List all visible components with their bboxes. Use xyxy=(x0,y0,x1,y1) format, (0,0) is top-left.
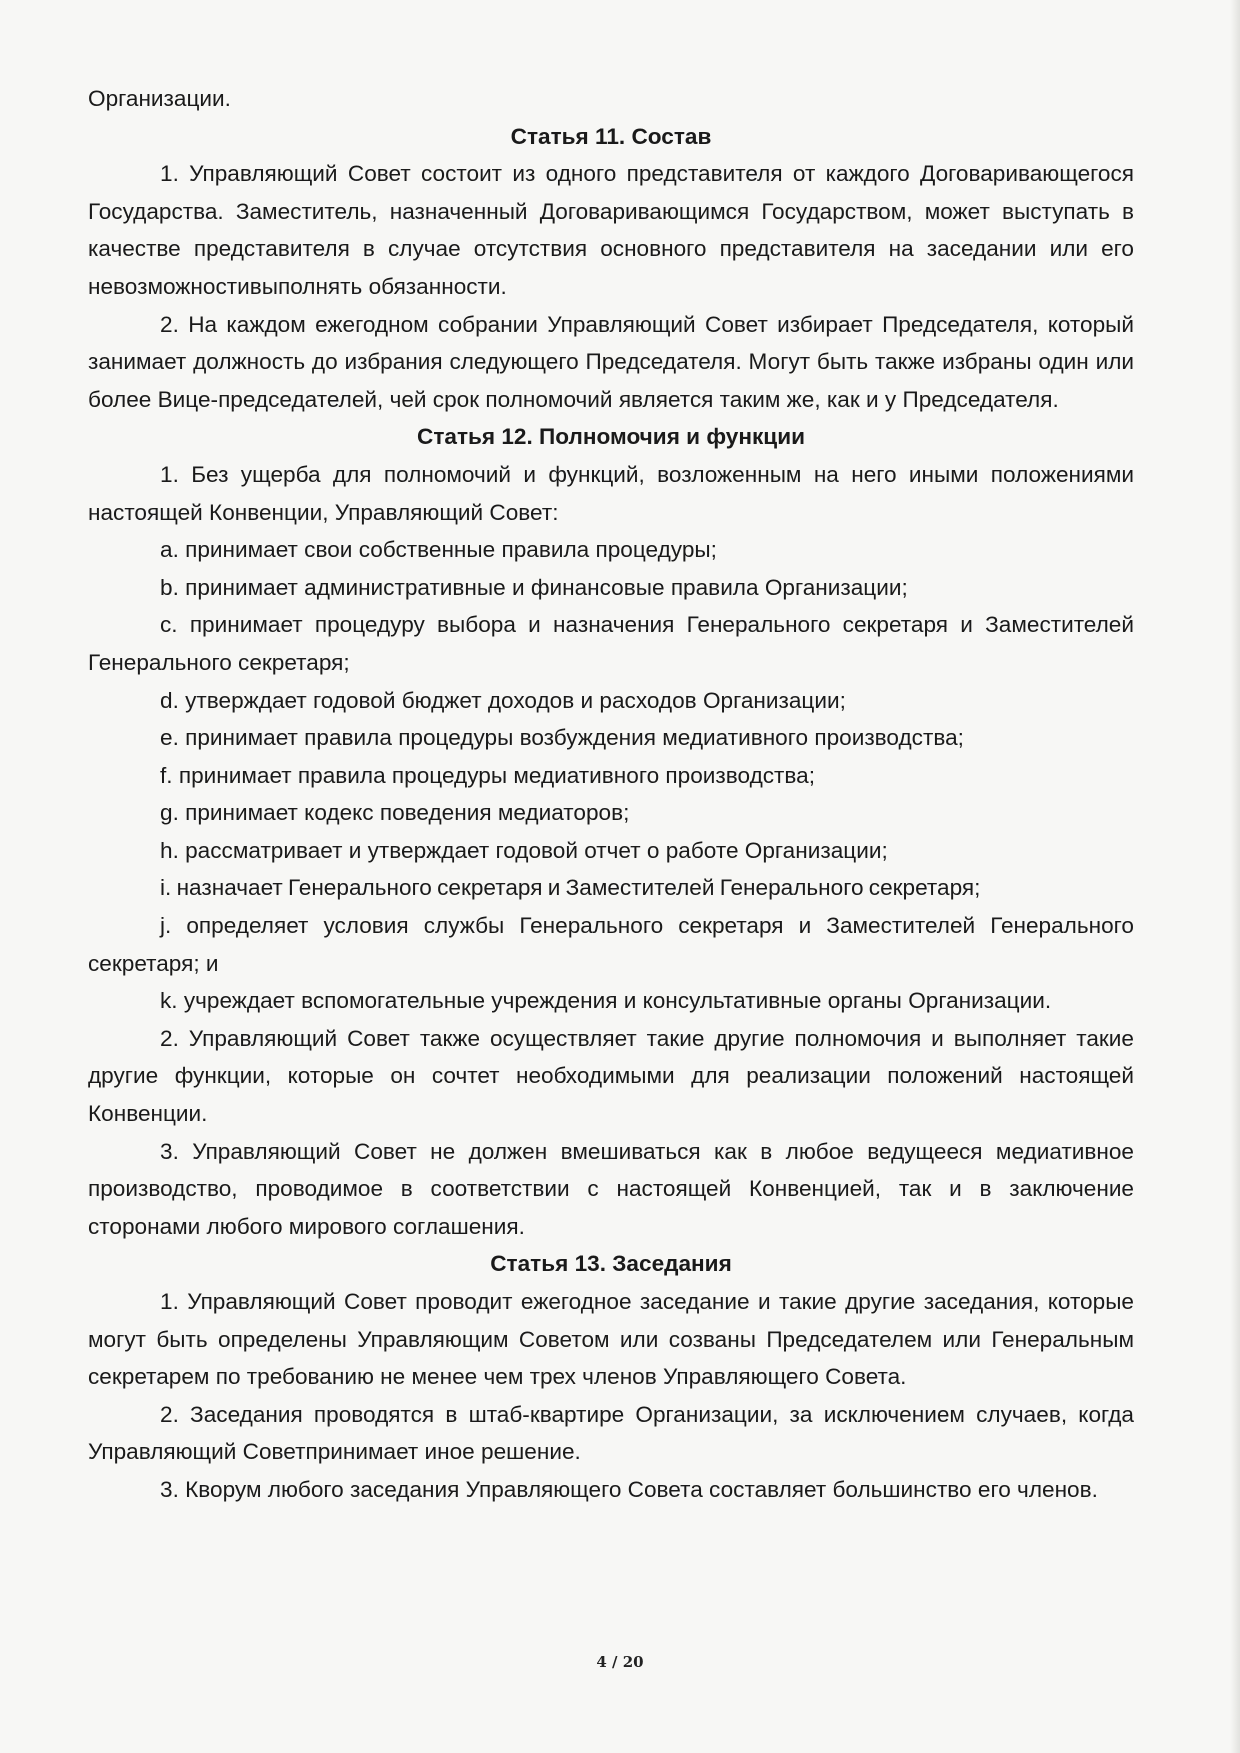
paragraph: 1. Управляющий Совет состоит из одного представителя от каждого Договаривающегося Государства. Заместитель, назначенный Договаривающимся Государством, может выступать в качестве представителя в случае отсутствия основного представителя на заседании или его невозможностивыполнять обязанности. xyxy=(88,161,1134,299)
paragraph: 1. Управляющий Совет проводит ежегодное заседание и такие другие заседания, которые могут быть определены Управляющим Советом или созваны Председателем или Генеральным секретарем по требованию не менее чем трех членов Управляющего Совета. xyxy=(88,1289,1134,1390)
scan-edge xyxy=(1230,0,1240,1753)
list-item: i. назначает Генерального секретаря и Заместителей Генерального секретаря; xyxy=(160,875,981,901)
page-number: 4 / 20 xyxy=(596,1653,644,1671)
list-item: a. принимает свои собственные правила процедуры; xyxy=(160,537,717,563)
list-item: c. принимает процедуру выбора и назначения Генерального секретаря и Заместителей Генерального секретаря; xyxy=(88,612,1134,675)
paragraph: 3. Кворум любого заседания Управляющего Совета составляет большинство его членов. xyxy=(160,1476,1098,1502)
paragraph: 2. Управляющий Совет также осуществляет такие другие полномочия и выполняет такие другие функции, которые он сочтет необходимыми для реализации положений настоящей Конвенции. xyxy=(88,1025,1134,1127)
paragraph: 2. Заседания проводятся в штаб-квартире Организации, за исключением случаев, когда Управляющий Советпринимает иное решение. xyxy=(88,1401,1134,1465)
list-item: b. принимает административные и финансовые правила Организации; xyxy=(160,574,908,600)
article-heading: Статья 12. Полномочия и функции xyxy=(417,424,805,450)
list-item: e. принимает правила процедуры возбуждения медиативного производства; xyxy=(160,725,964,751)
list-item: j. определяет условия службы Генерального секретаря и Заместителей Генерального секретаря; и xyxy=(88,913,1134,976)
list-item: h. рассматривает и утверждает годовой отчет о работе Организации; xyxy=(160,837,888,863)
paragraph: 3. Управляющий Совет не должен вмешиваться как в любое ведущееся медиативное производство, проводимое в соответствии с настоящей Конвенцией, так и в заключение сторонами любого мирового соглашения. xyxy=(88,1138,1134,1239)
paragraph: 1. Без ущерба для полномочий и функций, возложенным на него иными положениями настоящей Конвенции, Управляющий Совет: xyxy=(88,461,1134,525)
paragraph: 2. На каждом ежегодном собрании Управляющий Совет избирает Председателя, который занимает должность до избрания следующего Председателя. Могут быть также избраны один или более Вице-председателей, чей срок полномочий является таким же, как и у Председателя. xyxy=(88,311,1134,412)
list-item: f. принимает правила процедуры медиативного производства; xyxy=(160,762,815,788)
continued-text: Организации. xyxy=(88,86,231,111)
list-item: d. утверждает годовой бюджет доходов и расходов Организации; xyxy=(160,687,846,713)
page-content xyxy=(88,80,1134,1509)
list-item: k. учреждает вспомогательные учреждения и консультативные органы Организации. xyxy=(160,988,1052,1014)
article-heading: Статья 13. Заседания xyxy=(490,1251,732,1277)
article-heading: Статья 11. Состав xyxy=(510,123,712,149)
list-item: g. принимает кодекс поведения медиаторов; xyxy=(160,800,630,826)
